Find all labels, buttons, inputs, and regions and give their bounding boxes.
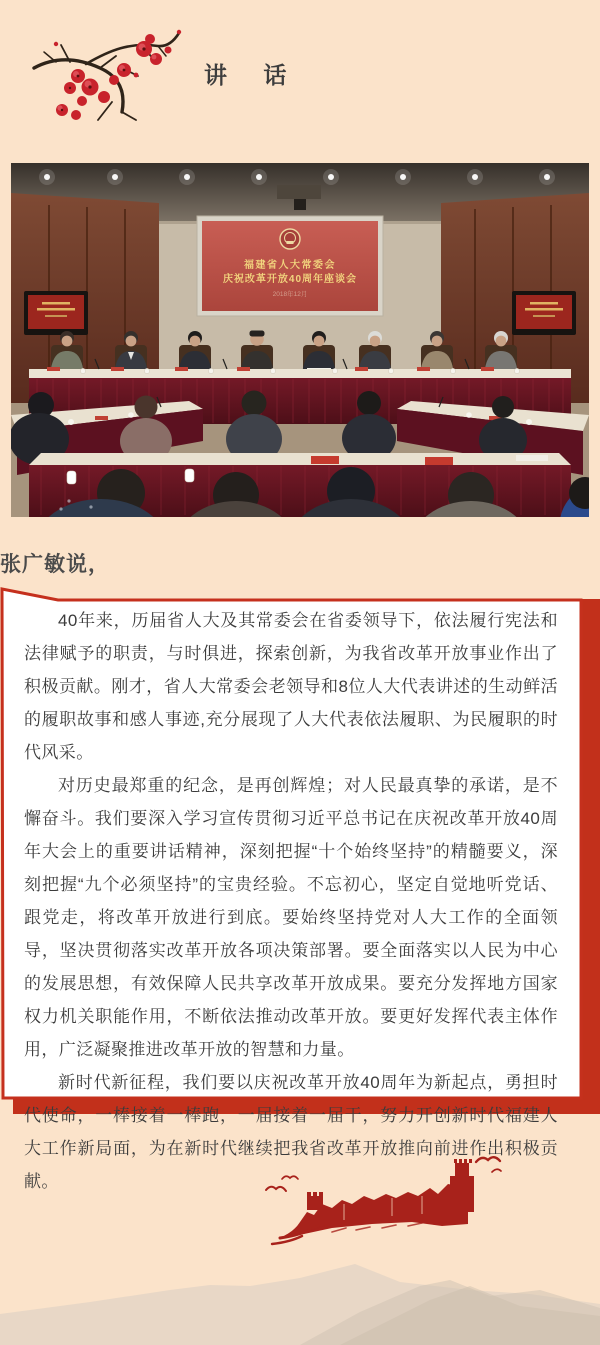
name-card: [311, 456, 339, 464]
speech-paragraph: 对历史最郑重的纪念，是再创辉煌；对人民最真挚的承诺，是不懈奋斗。我们要深入学习宣传贯彻习近平总书记在庆祝改革开放40周年大会上的重要讲话精神，深刻把握“十个始终坚持”的精髓要义，深刻把握“九个必须坚持”的宝贵经验。不忘初心，坚定自觉地听党话、跟党走，将改革开放进行到底。要始终坚持党对人大工作的全面领导，坚决贯彻落实改革开放各项决策部署。要全面落实以人民为中心的发展思想，有效保障人民共享改革开放成果。要充分发挥地方国家权力机关职能作用，不断依法推动改革开放。要更好发挥代表主体作用，广泛凝聚推进改革开放的智慧和力量。: [24, 776, 558, 1059]
projection-screen: [197, 216, 383, 316]
speaker-lead: 张广敏说，: [0, 553, 110, 576]
meeting-photo[interactable]: [11, 163, 589, 517]
screen-title-line2: 庆祝改革开放40周年座谈会: [222, 274, 358, 285]
screen-date: 2018年12月: [272, 291, 308, 298]
tv-right: [512, 291, 576, 335]
mountains-icon: [0, 1252, 600, 1345]
speech-paragraph: 新时代新征程，我们要以庆祝改革开放40周年为新起点，勇担时代使命，一棒接着一棒跑，一届接着一届干，努力开创新时代福建人大工作新局面，为在新时代继续把我省改革开放推向前进作出积极贡献。: [24, 1073, 558, 1191]
plum-blossom-icon: [26, 16, 191, 131]
meeting-photo-scene: [11, 163, 589, 517]
projector: [294, 199, 306, 210]
speech-paragraph: 40年来，历届省人大及其常委会在省委领导下，依法履行宪法和法律赋予的职责，与时俱进，探索创新，为我省改革开放事业作出了积极贡献。刚才，省人大常委会老领导和8位人大代表讲述的生动鲜活的履职故事和感人事迹,充分展现了人大代表依法履职、为民履职的时代风采。: [24, 611, 558, 762]
name-card: [425, 457, 453, 465]
tv-left: [24, 291, 88, 335]
ceiling-vent: [277, 185, 321, 199]
npc-emblem-icon: [280, 229, 300, 249]
screen-title-line1: 福建省人大常委会: [244, 260, 336, 271]
page-title: 讲 话: [204, 62, 293, 88]
speech-text: [24, 600, 558, 1198]
great-wall-icon: [252, 1152, 517, 1252]
